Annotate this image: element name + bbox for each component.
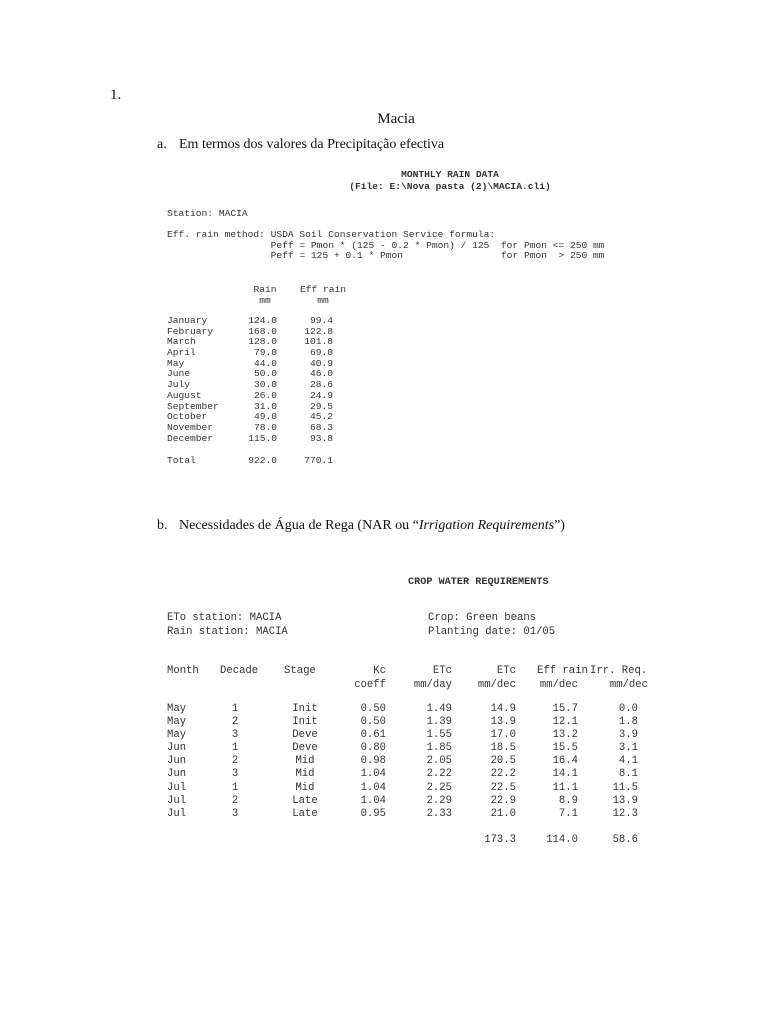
hdr-irr-req-unit: mm/dec — [609, 679, 648, 691]
eto-station: ETo station: MACIA — [167, 612, 282, 624]
rain-value: 49.0 — [253, 411, 277, 423]
hdr-stage: Stage — [284, 665, 316, 677]
cell-irr-req: 3.1 — [618, 742, 638, 755]
method-line-3: Peff = 125 + 0.1 * Pmon for Pmon > 250 mm — [167, 250, 605, 262]
total-irr-req: 58.6 — [612, 834, 638, 846]
cell-kc: 0.50 — [360, 716, 386, 729]
hdr-kc: Kc — [373, 665, 386, 677]
cell-decade: 2 — [231, 755, 239, 768]
cell-etc-day: 2.29 — [426, 794, 452, 807]
cell-etc-dec: 14.9 — [490, 703, 516, 715]
cell-eff-rain: 13.2 — [552, 729, 578, 742]
table-row — [0, 755, 768, 768]
cell-month: Jul — [167, 781, 187, 794]
cell-decade: 2 — [231, 794, 239, 807]
month-name: June — [167, 368, 191, 380]
cell-eff-rain: 16.4 — [552, 755, 578, 768]
eff-rain-value: 68.3 — [309, 421, 333, 433]
cell-etc-day: 2.05 — [426, 755, 452, 768]
section-a-text: Em termos dos valores da Precipitação efectiva — [179, 137, 445, 152]
table-row — [0, 716, 768, 729]
month-name: March — [167, 336, 196, 348]
cell-irr-req: 0.0 — [618, 703, 638, 715]
cell-stage: Mid — [295, 768, 315, 781]
cell-etc-dec: 18.5 — [490, 742, 516, 755]
eff-rain-value: 29.5 — [309, 400, 333, 412]
eff-col-unit: mm — [317, 295, 329, 306]
hdr-etc-dec-unit: mm/dec — [477, 679, 516, 691]
crop-info — [428, 611, 555, 639]
cell-etc-dec: 22.5 — [490, 781, 516, 794]
document-title: Macia — [377, 111, 415, 127]
eff-rain-value: 45.2 — [309, 411, 333, 423]
table-row — [0, 795, 768, 808]
cell-decade: 1 — [231, 703, 239, 715]
cell-month: May — [167, 716, 187, 729]
table-row — [0, 703, 768, 716]
cell-decade: 1 — [231, 742, 239, 755]
cell-stage: Late — [292, 807, 318, 820]
rain-value: 44.0 — [253, 357, 277, 369]
cell-eff-rain: 15.7 — [552, 703, 578, 715]
cell-etc-dec: 20.5 — [490, 755, 516, 768]
eff-rain-method — [167, 230, 605, 262]
rain-column-header — [245, 284, 285, 306]
hdr-eff-rain-unit: mm/dec — [539, 679, 578, 691]
eff-rain-value: 46.0 — [309, 368, 333, 380]
eff-col-label: Eff rain — [299, 284, 347, 295]
cell-month: Jun — [167, 755, 187, 768]
month-name: July — [167, 379, 191, 391]
eff-rain-value: 93.8 — [309, 432, 333, 444]
section-b-text-end: ”) — [554, 518, 565, 533]
rain-col-label: Rain — [253, 284, 277, 295]
cell-stage: Deve — [292, 742, 318, 755]
cell-etc-dec: 22.9 — [490, 794, 516, 807]
cell-stage: Mid — [295, 781, 315, 794]
cell-irr-req: 13.9 — [612, 794, 638, 807]
cell-etc-day: 2.22 — [426, 768, 452, 781]
cell-stage: Init — [292, 703, 318, 715]
cwr-total-row — [0, 834, 768, 848]
cwr-header — [0, 664, 768, 694]
cell-eff-rain: 12.1 — [552, 716, 578, 729]
cell-stage: Deve — [292, 729, 318, 742]
section-a-label: a. — [157, 137, 167, 152]
table-row — [0, 808, 768, 821]
cell-irr-req: 4.1 — [618, 755, 638, 768]
cell-etc-day: 2.33 — [426, 807, 452, 820]
rain-total-label: Total — [167, 455, 196, 466]
total-eff-rain: 114.0 — [546, 834, 578, 846]
cell-stage: Init — [292, 716, 318, 729]
eff-rain-value: 28.6 — [309, 379, 333, 391]
total-etc: 173.3 — [484, 834, 516, 846]
cell-decade: 3 — [231, 807, 239, 820]
method-line-2: Peff = Pmon * (125 - 0.2 * Pmon) / 125 for Pmon <= 250 mm — [167, 239, 605, 251]
month-name: September — [167, 400, 219, 412]
eff-rain-total-value: 770.1 — [304, 455, 333, 466]
cell-etc-dec: 22.2 — [490, 768, 516, 781]
cell-month: Jul — [167, 807, 187, 820]
month-name: December — [167, 432, 214, 444]
cell-kc: 0.61 — [360, 729, 386, 742]
month-name: November — [167, 421, 214, 433]
cell-decade: 3 — [231, 729, 239, 742]
hdr-decade: Decade — [220, 665, 259, 677]
cell-eff-rain: 15.5 — [552, 742, 578, 755]
rain-total-value: 922.0 — [248, 455, 277, 466]
cell-month: Jun — [167, 768, 187, 781]
cell-irr-req: 12.3 — [612, 807, 638, 820]
table-row — [0, 729, 768, 742]
section-b-text: Necessidades de Água de Rega (NAR ou “ — [179, 518, 419, 533]
cell-month: Jul — [167, 794, 187, 807]
cell-etc-dec: 21.0 — [490, 807, 516, 820]
month-name: January — [167, 315, 208, 326]
cell-kc: 0.50 — [360, 703, 386, 715]
cell-etc-day: 1.39 — [426, 716, 452, 729]
cell-month: May — [167, 729, 187, 742]
method-line-1: Eff. rain method: USDA Soil Conservation Service formula: — [167, 229, 496, 240]
rain-report-title — [300, 169, 600, 192]
hdr-irr-req: Irr. Req. — [590, 665, 648, 677]
cell-etc-day: 1.85 — [426, 742, 452, 755]
station-info — [167, 611, 288, 639]
month-name: August — [167, 389, 202, 401]
cell-etc-day: 2.25 — [426, 781, 452, 794]
month-name: May — [167, 357, 185, 369]
table-row — [0, 768, 768, 781]
cell-irr-req: 8.1 — [618, 768, 638, 781]
eff-rain-value: 101.8 — [304, 336, 333, 348]
hdr-etc-day-unit: mm/day — [413, 679, 452, 691]
rain-value: 50.0 — [253, 368, 277, 380]
table-row — [0, 742, 768, 755]
eff-rain-value: 69.0 — [309, 347, 333, 359]
month-name: April — [167, 347, 196, 359]
hdr-month: Month — [167, 665, 199, 677]
cell-stage: Late — [292, 794, 318, 807]
cell-eff-rain: 8.9 — [558, 794, 578, 807]
cell-decade: 2 — [231, 716, 239, 729]
rain-value: 128.0 — [248, 336, 277, 348]
rain-value: 124.0 — [248, 315, 277, 326]
month-name: October — [167, 411, 208, 423]
cell-irr-req: 3.9 — [618, 729, 638, 742]
cell-etc-day: 1.55 — [426, 729, 452, 742]
rain-report-heading: MONTHLY RAIN DATA — [401, 169, 499, 180]
eff-rain-value: 99.4 — [309, 315, 333, 326]
cell-eff-rain: 7.1 — [558, 807, 578, 820]
section-b-label: b. — [157, 518, 168, 533]
cell-stage: Mid — [295, 755, 315, 768]
rain-value: 115.0 — [248, 432, 277, 444]
cell-month: Jun — [167, 742, 187, 755]
cell-decade: 1 — [231, 781, 239, 794]
cell-kc: 0.80 — [360, 742, 386, 755]
rain-value: 26.0 — [253, 389, 277, 401]
month-name: February — [167, 325, 214, 337]
rain-report-file: (File: E:\Nova pasta (2)\MACIA.cli) — [349, 180, 551, 192]
cell-irr-req: 11.5 — [612, 781, 638, 794]
cell-etc-dec: 13.9 — [490, 716, 516, 729]
hdr-etc-day: ETc — [432, 665, 452, 677]
rain-col-unit: mm — [259, 295, 271, 306]
cell-kc: 1.04 — [360, 768, 386, 781]
eff-rain-value: 40.9 — [309, 357, 333, 369]
cell-kc: 1.04 — [360, 781, 386, 794]
planting-date: Planting date: 01/05 — [428, 626, 556, 638]
rain-value: 168.0 — [248, 325, 277, 337]
section-b-heading — [157, 518, 565, 534]
rain-value: 30.0 — [253, 379, 277, 391]
crop-water-table — [0, 703, 768, 821]
section-b-italic: Irrigation Requirements — [418, 518, 555, 533]
eff-rain-value: 24.9 — [309, 389, 333, 401]
cell-irr-req: 1.8 — [618, 716, 638, 729]
rain-value: 78.0 — [253, 421, 277, 433]
cell-decade: 3 — [231, 768, 239, 781]
eff-rain-value: 122.8 — [304, 325, 333, 337]
rain-station: Station: MACIA — [167, 208, 248, 219]
cell-eff-rain: 11.1 — [552, 781, 578, 794]
rain-station-crop: Rain station: MACIA — [167, 626, 288, 638]
cell-kc: 1.04 — [360, 794, 386, 807]
question-number: 1. — [110, 87, 122, 103]
table-row — [0, 782, 768, 795]
eff-rain-column-header — [295, 284, 351, 306]
hdr-eff-rain: Eff rain — [537, 665, 588, 677]
crop-report-title: CROP WATER REQUIREMENTS — [408, 577, 549, 588]
cell-etc-dec: 17.0 — [490, 729, 516, 742]
section-a-heading — [157, 137, 444, 153]
cell-kc: 0.95 — [360, 807, 386, 820]
hdr-kc-unit: coeff — [354, 679, 386, 691]
cell-month: May — [167, 703, 187, 715]
hdr-etc-dec: ETc — [496, 665, 516, 677]
crop-name: Crop: Green beans — [428, 612, 537, 624]
rain-value: 31.0 — [253, 400, 277, 412]
rain-total-row — [167, 455, 367, 466]
cell-eff-rain: 14.1 — [552, 768, 578, 781]
rain-value: 79.0 — [253, 347, 277, 359]
cell-etc-day: 1.49 — [426, 703, 452, 715]
cell-kc: 0.98 — [360, 755, 386, 768]
